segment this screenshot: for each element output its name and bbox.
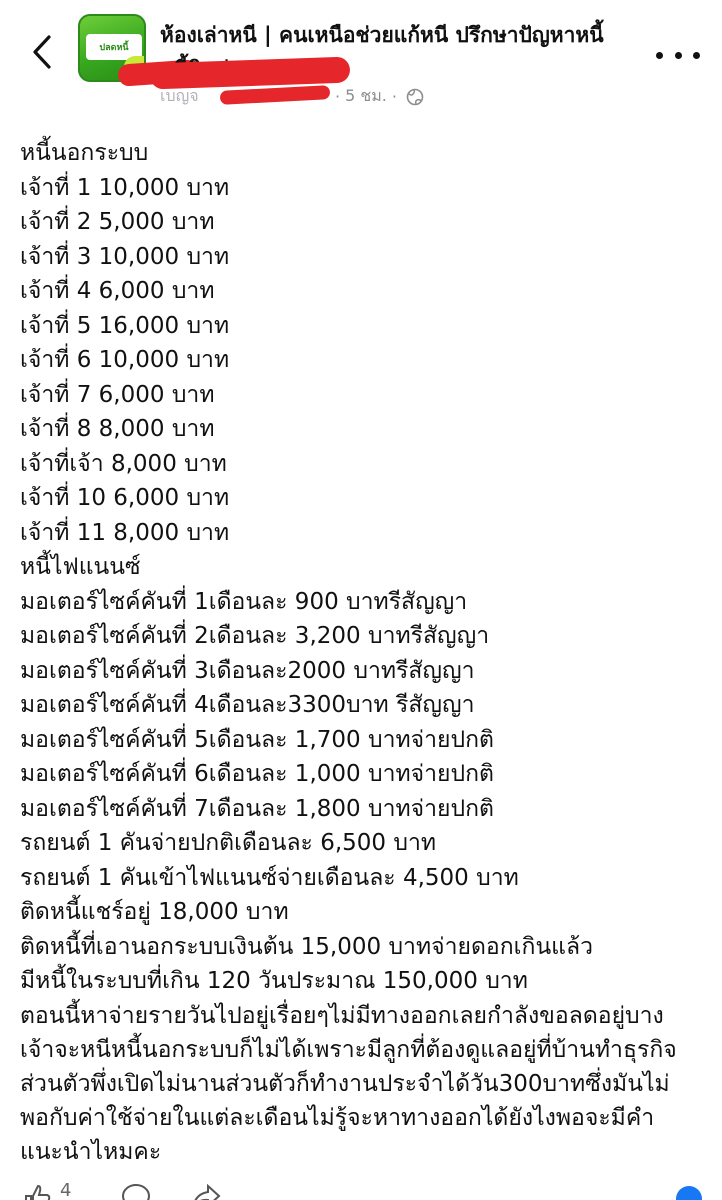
post-line: ติดหนี้แชร์อยู่ 18,000 บาท <box>20 899 289 925</box>
post-paragraph <box>20 999 700 1170</box>
post-line: เจ้าที่ 7 6,000 บาท <box>20 381 215 408</box>
back-button[interactable] <box>22 30 62 74</box>
post-line: มอเตอร์ไซค์คันที่ 5เดือนละ 1,700 บาทจ่ายปกติ <box>20 726 494 753</box>
post-line: เจ้าที่ 4 6,000 บาท <box>20 278 215 304</box>
post-line: มอเตอร์ไซค์คันที่ 2เดือนละ 3,200 บาทรีสัญญา <box>20 623 490 649</box>
post-line: เจ้าที่เจ้า 8,000 บาท <box>20 450 227 477</box>
post-line: มอเตอร์ไซค์คันที่ 6เดือนละ 1,000 บาทจ่ายปกติ <box>20 761 494 787</box>
post-line: มีหนี้ในระบบที่เกิน 120 วันประมาณ 150,000 บาท <box>20 968 528 994</box>
more-dots-icon <box>693 52 700 59</box>
post-line: มอเตอร์ไซค์คันที่ 4เดือนละ3300บาท รีสัญญา <box>20 692 475 718</box>
meta-separator-2: · <box>391 87 397 106</box>
share-arrow-icon[interactable] <box>190 1182 222 1200</box>
post-line: เจ้าที่ 5 16,000 บาท <box>20 312 230 339</box>
post-line: เจ้าที่ 8 8,000 บาท <box>20 416 215 442</box>
paragraph-line: เจ้าจะหนีหนี้นอกระบบก็ไม่ได้เพราะมีลูกที่ต้องดูแลอยู่ที่บ้านทำธุรกิจ <box>20 1036 677 1063</box>
post-line: มอเตอร์ไซค์คันที่ 3เดือนละ2000 บาทรีสัญญา <box>20 657 475 684</box>
comment-bubble-icon[interactable] <box>120 1182 152 1200</box>
post-header <box>0 0 722 120</box>
post-line: เจ้าที่ 3 10,000 บาท <box>20 243 230 270</box>
post-line: เจ้าที่ 2 5,000 บาท <box>20 209 215 235</box>
paragraph-line: ส่วนตัวพึ่งเปิดไม่นานส่วนตัวก็ทำงานประจำได้วัน300บาทซึ่งมันไม่ <box>20 1070 670 1097</box>
post-line: เจ้าที่ 10 6,000 บาท <box>20 485 230 511</box>
post-line: ติดหนี้ที่เอานอกระบบเงินต้น 15,000 บาทจ่ายดอกเกินแล้ว <box>20 933 594 960</box>
post-line: รถยนต์ 1 คันเข้าไฟแนนซ์จ่ายเดือนละ 4,500 บาท <box>20 864 519 891</box>
post-line: เจ้าที่ 11 8,000 บาท <box>20 519 230 546</box>
paragraph-line: ตอนนี้หาจ่ายรายวันไปอยู่เรื่อยๆไม่มีทางออกเลยกำลังขอลดอยู่บาง <box>20 1002 664 1029</box>
post-time[interactable]: 5 ชม. <box>345 86 387 105</box>
more-options-button[interactable] <box>656 40 700 70</box>
post-line: มอเตอร์ไซค์คันที่ 1เดือนละ 900 บาทรีสัญญา <box>20 588 468 615</box>
avatar-logo-text: ปลดหนี้ <box>99 43 129 53</box>
facebook-reaction-icon[interactable] <box>676 1186 702 1200</box>
author-name[interactable]: เบญจ <box>160 86 199 105</box>
post-line: เจ้าที่ 6 10,000 บาท <box>20 347 230 373</box>
post-line: หนี้ไฟแนนซ์ <box>20 554 141 580</box>
like-count: 4 <box>60 1180 72 1200</box>
post-line: เจ้าที่ 1 10,000 บาท <box>20 174 230 201</box>
post-body <box>20 136 710 1170</box>
more-dots-icon <box>656 52 663 59</box>
group-title[interactable]: ห้องเล่าหนี | คนเหนือช่วยแก้หนี ปรึกษาปัญหาหนี้ <box>160 23 604 47</box>
paragraph-line: แนะนำไหมคะ <box>20 1139 162 1166</box>
post-line: หนี้นอกระบบ <box>20 140 149 166</box>
more-dots-icon <box>675 52 682 59</box>
meta-separator: · <box>335 87 341 106</box>
post-line: มอเตอร์ไซค์คันที่ 7เดือนละ 1,800 บาทจ่ายปกติ <box>20 795 494 822</box>
paragraph-line: พอกับค่าใช้จ่ายในแต่ละเดือนไม่รู้จะหาทางออกได้ยังไงพอจะมีคำ <box>20 1105 655 1132</box>
post-line: รถยนต์ 1 คันจ่ายปกติเดือนละ 6,500 บาท <box>20 830 437 856</box>
post-action-bar <box>0 1180 722 1200</box>
back-arrow-icon <box>31 34 53 70</box>
globe-icon <box>406 88 424 106</box>
like-thumb-icon[interactable] <box>22 1182 52 1200</box>
